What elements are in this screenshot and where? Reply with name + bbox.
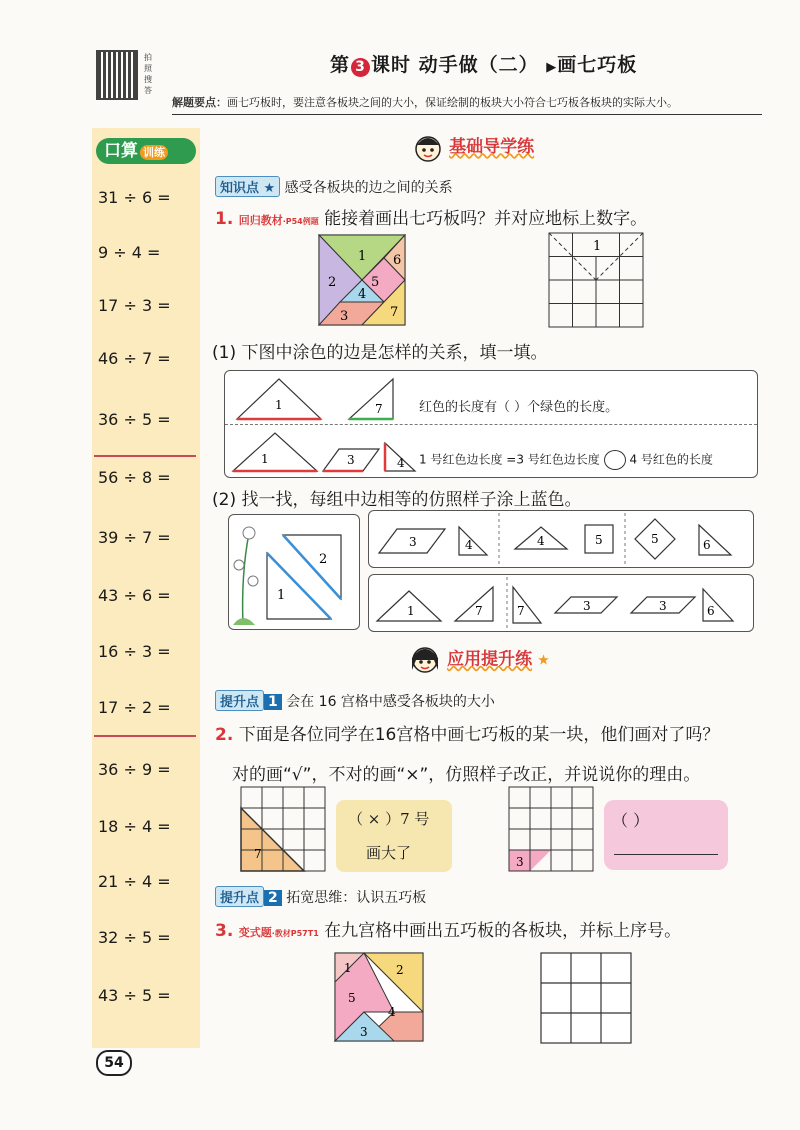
oral-item: 17 ÷ 2 = bbox=[98, 698, 171, 717]
q3-label-small: ·教材P57T1 bbox=[271, 929, 319, 938]
flower-decoration bbox=[233, 527, 258, 625]
group-1-shapes[interactable] bbox=[369, 511, 753, 567]
g2-label-3: 3 bbox=[583, 599, 591, 613]
shape-label-1b: 1 bbox=[261, 452, 269, 466]
row2-text-a: 1 号红色边长度 =3 号红色边长度 bbox=[419, 452, 600, 467]
oral-item: 31 ÷ 6 = bbox=[98, 188, 171, 207]
group-1-panel bbox=[368, 510, 754, 568]
tangram-figure bbox=[318, 234, 406, 326]
play-triangle-icon: ▶ bbox=[546, 60, 558, 75]
oral-item: 43 ÷ 5 = bbox=[98, 986, 171, 1005]
tip-text: 画七巧板时，要注意各板块之间的大小，保证绘制的板块大小符合七巧板各板块的实际大小。 bbox=[227, 96, 678, 109]
oral-item: 56 ÷ 8 = bbox=[98, 468, 171, 487]
g1-label-6: 6 bbox=[703, 538, 711, 552]
wuqiao-label-4: 4 bbox=[388, 1005, 396, 1019]
shape-label-7: 7 bbox=[375, 402, 383, 416]
improve-point-1-text: 会在 16 宫格中感受各板块的大小 bbox=[286, 694, 495, 710]
shape-label-3: 3 bbox=[347, 453, 355, 467]
ip2-tag-text: 提升点 bbox=[220, 891, 260, 906]
q2-text-line-2: 对的画“√”，不对的画“×”，仿照样子改正，并说说你的理由。 bbox=[232, 765, 701, 785]
improve-point-1 bbox=[215, 690, 495, 711]
g1-label-5b: 5 bbox=[651, 532, 659, 546]
knowledge-point-text: 感受各板块的边之间的关系 bbox=[284, 180, 453, 196]
q3-text: 在九宫格中画出五巧板的各板块，并标上序号。 bbox=[324, 921, 682, 941]
question-1 bbox=[215, 204, 647, 229]
star-icon: ★ bbox=[537, 652, 550, 669]
q2-number: 2. bbox=[215, 725, 234, 745]
oral-item: 32 ÷ 5 = bbox=[98, 928, 171, 947]
sub-question-2: (2) 找一找，每组中边相等的仿照样子涂上蓝色。 bbox=[212, 490, 582, 510]
sample-reason-text: 画大了 bbox=[366, 844, 412, 862]
ip1-tag-text: 提升点 bbox=[220, 695, 260, 710]
page-number: 54 bbox=[96, 1050, 132, 1076]
oral-item: 18 ÷ 4 = bbox=[98, 817, 171, 836]
wuqiao-label-2: 2 bbox=[396, 963, 404, 977]
q1-label bbox=[239, 212, 319, 228]
q2-text: 下面是各位同学在16宫格中画七巧板的某一块，他们画对了吗？ bbox=[238, 725, 720, 745]
sample-answer-text: （ × ）7 号 bbox=[348, 810, 430, 828]
grid-label: 1 bbox=[593, 239, 602, 254]
improve-point-1-tag bbox=[215, 690, 264, 711]
section-apply-header bbox=[408, 640, 550, 680]
tangram-label-1: 1 bbox=[358, 249, 367, 264]
improve-point-2-text: 拓宽思维：认识五巧板 bbox=[286, 890, 427, 906]
oral-item: 17 ÷ 3 = bbox=[98, 296, 171, 315]
lesson-main-title: 动手做（二） bbox=[418, 54, 539, 76]
tangram-label-7: 7 bbox=[390, 305, 399, 320]
oral-item: 36 ÷ 9 = bbox=[98, 760, 171, 779]
q2-grid1-label: 7 bbox=[254, 847, 262, 861]
q1-text: 能接着画出七巧板吗？并对应地标上数字。 bbox=[324, 209, 648, 229]
improve-point-1-num: 1 bbox=[264, 694, 282, 710]
wuqiao-label-5: 5 bbox=[348, 991, 356, 1005]
panel-divider bbox=[225, 424, 757, 425]
g1-label-5: 5 bbox=[595, 533, 603, 547]
sample-panel bbox=[228, 514, 360, 630]
knowledge-point-tag bbox=[215, 176, 280, 197]
question-2 bbox=[215, 720, 719, 745]
girl-mascot-icon bbox=[408, 640, 442, 680]
lesson-sub-title: 画七巧板 bbox=[557, 54, 638, 76]
row2-text bbox=[419, 450, 713, 470]
column-divider bbox=[94, 735, 196, 737]
oral-item: 9 ÷ 4 = bbox=[98, 243, 161, 262]
shape-label-4: 4 bbox=[397, 456, 405, 470]
kp-tag-text: 知识点 bbox=[220, 181, 260, 196]
oral-item: 21 ÷ 4 = bbox=[98, 872, 171, 891]
q1-number: 1. bbox=[215, 209, 234, 229]
qr-caption: 拍照搜答 bbox=[144, 53, 152, 95]
improve-point-2 bbox=[215, 886, 426, 907]
oral-badge-text: 口算 bbox=[104, 141, 138, 161]
lesson-prefix: 第 bbox=[330, 54, 351, 76]
lesson-title bbox=[330, 50, 637, 77]
answer-blank[interactable]: （ ） bbox=[612, 811, 650, 830]
lesson-number: 3 bbox=[351, 58, 370, 77]
oral-item: 36 ÷ 5 = bbox=[98, 410, 171, 429]
g2-label-1: 1 bbox=[407, 604, 415, 618]
oral-item: 46 ÷ 7 = bbox=[98, 349, 171, 368]
sample-figure bbox=[229, 515, 359, 629]
column-divider bbox=[94, 455, 196, 457]
tangram-label-2: 2 bbox=[328, 275, 337, 290]
g1-label-4: 4 bbox=[465, 538, 473, 552]
sub-question-1: (1) 下图中涂色的边是怎样的关系，填一填。 bbox=[212, 343, 548, 363]
sample-label-2: 2 bbox=[319, 552, 328, 567]
boy-mascot-icon bbox=[412, 133, 444, 163]
sample-label-1: 1 bbox=[277, 588, 286, 603]
g1-label-3: 3 bbox=[409, 535, 417, 549]
row1-text: 红色的长度有（ ）个绿色的长度。 bbox=[419, 400, 619, 415]
q2-grid2-label: 3 bbox=[516, 855, 524, 869]
q2-grid-task[interactable] bbox=[508, 786, 594, 872]
g2-label-7: 7 bbox=[475, 604, 483, 618]
sample-answer-note bbox=[336, 800, 452, 872]
lesson-suffix: 课时 bbox=[371, 54, 412, 76]
group-2-panel bbox=[368, 574, 754, 632]
edge-relation-panel bbox=[224, 370, 758, 478]
oral-item: 43 ÷ 6 = bbox=[98, 586, 171, 605]
qr-code[interactable] bbox=[96, 50, 138, 100]
nine-grid-task[interactable] bbox=[540, 952, 632, 1044]
wuqiao-figure bbox=[334, 952, 424, 1042]
g2-label-6: 6 bbox=[707, 604, 715, 618]
wuqiao-label-3: 3 bbox=[360, 1025, 368, 1039]
tangram-label-5: 5 bbox=[371, 275, 380, 290]
q3-number: 3. bbox=[215, 921, 234, 941]
section-apply-title: 应用提升练 bbox=[447, 649, 533, 670]
oral-item: 16 ÷ 3 = bbox=[98, 642, 171, 661]
wuqiao-label-1: 1 bbox=[344, 961, 352, 975]
tangram-label-6: 6 bbox=[393, 253, 402, 268]
answer-box[interactable] bbox=[604, 800, 728, 870]
row2-text-b: 4 号红色的长度 bbox=[629, 452, 713, 467]
compare-circle-blank[interactable] bbox=[604, 450, 626, 470]
oral-badge-small: 训练 bbox=[140, 145, 168, 160]
q3-label bbox=[239, 924, 319, 940]
tangram-label-4: 4 bbox=[358, 287, 367, 302]
knowledge-point bbox=[215, 176, 453, 197]
improve-point-2-tag bbox=[215, 886, 264, 907]
answer-line[interactable] bbox=[614, 854, 718, 855]
row2-shapes bbox=[229, 429, 425, 475]
q2-grid-sample bbox=[240, 786, 326, 872]
g2-label-3b: 3 bbox=[659, 599, 667, 613]
row1-shapes bbox=[233, 375, 413, 423]
q1-label-small: ·P54例题 bbox=[282, 217, 319, 226]
oral-practice-badge bbox=[96, 138, 196, 164]
question-3 bbox=[215, 916, 681, 941]
group-2-shapes[interactable] bbox=[369, 575, 753, 631]
tip-line bbox=[172, 94, 762, 115]
oral-item: 39 ÷ 7 = bbox=[98, 528, 171, 547]
tip-label: 解题要点： bbox=[172, 96, 227, 109]
improve-point-2-num: 2 bbox=[264, 890, 282, 906]
section-basic-header bbox=[412, 132, 534, 163]
drawing-grid-4x4[interactable] bbox=[548, 232, 644, 328]
g1-label-4b: 4 bbox=[537, 534, 545, 548]
star-icon: ★ bbox=[263, 181, 276, 196]
q1-label-text: 回归教材 bbox=[238, 214, 283, 227]
tangram-label-3: 3 bbox=[340, 309, 349, 324]
shape-label-1: 1 bbox=[275, 398, 283, 412]
section-basic-title: 基础导学练 bbox=[449, 137, 535, 157]
g2-label-7b: 7 bbox=[517, 604, 525, 618]
q3-label-text: 变式题 bbox=[238, 926, 272, 939]
